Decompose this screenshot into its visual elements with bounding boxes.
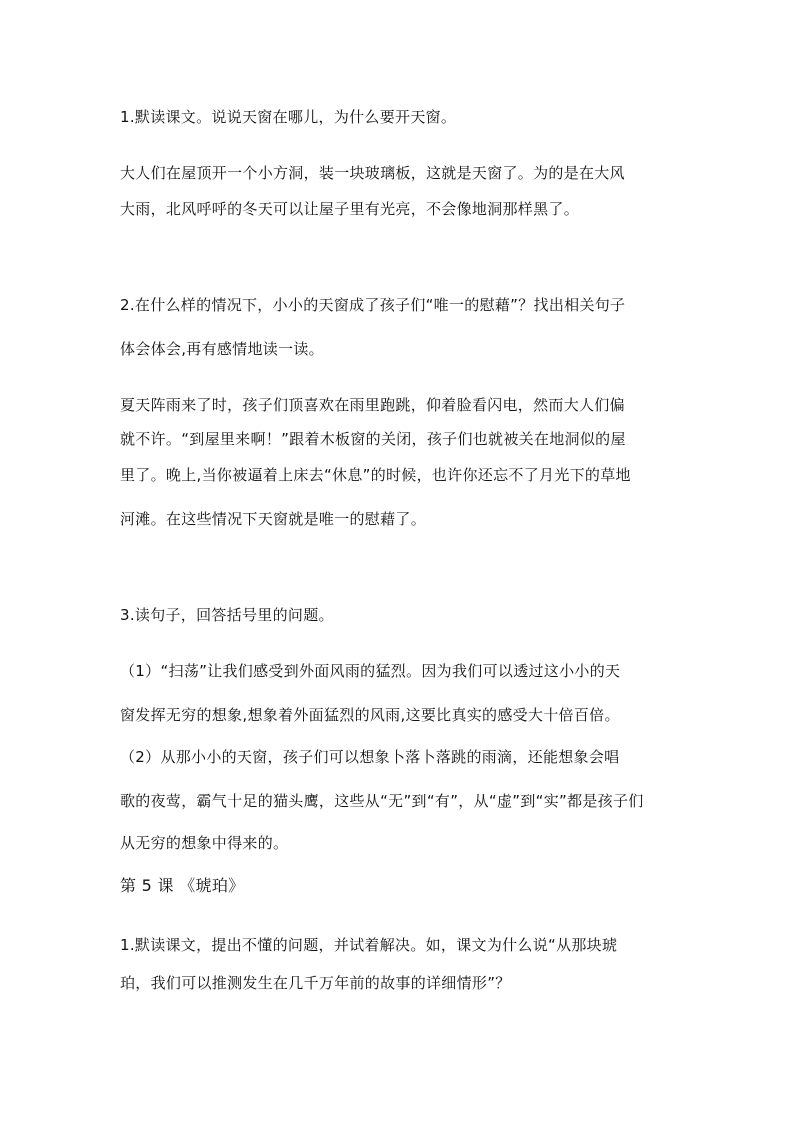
answer-3-line-3: （2）从那小小的天窗，孩子们可以想象卜落卜落跳的雨滴，还能想象会唱 bbox=[120, 748, 620, 766]
answer-3-line-4: 歌的夜莺，霸气十足的猫头鹰，这些从“无”到“有”，从“虚”到“实”都是孩子们 bbox=[120, 792, 644, 810]
question-2-line-2: 体会体会,再有感情地读一读。 bbox=[120, 340, 324, 358]
answer-1-line-2: 大雨，北风呼呼的冬天可以让屋子里有光亮，不会像地洞那样黑了。 bbox=[120, 200, 580, 218]
answer-2-line-1: 夏天阵雨来了时，孩子们顶喜欢在雨里跑跳，仰着脸看闪电，然而大人们偏 bbox=[120, 396, 625, 414]
answer-3-line-1: （1）“扫荡”让我们感受到外面风雨的猛烈。因为我们可以透过这小小的天 bbox=[120, 662, 621, 680]
question-1-text: 1.默读课文。说说天窗在哪儿，为什么要开天窗。 bbox=[120, 108, 457, 126]
answer-2-line-3: 里了。晚上,当你被逼着上床去“休息”的时候，也许你还忘不了月光下的草地 bbox=[120, 466, 631, 484]
question-2-line-1: 2.在什么样的情况下，小小的天窗成了孩子们“唯一的慰藉”？找出相关句子 bbox=[120, 296, 626, 314]
answer-3-line-5: 从无穷的想象中得来的。 bbox=[120, 834, 289, 852]
lesson-5-question-line-2: 珀，我们可以推测发生在几千万年前的故事的详细情形”？ bbox=[120, 974, 511, 992]
answer-2-line-4: 河滩。在这些情况下天窗就是唯一的慰藉了。 bbox=[120, 510, 427, 528]
answer-3-line-2: 窗发挥无穷的想象,想象着外面猛烈的风雨,这要比真实的感受大十倍百倍。 bbox=[120, 706, 620, 724]
lesson-5-question-line-1: 1.默读课文，提出不懂的问题，并试着解决。如，课文为什么说“从那块琥 bbox=[120, 936, 618, 954]
answer-1-line-1: 大人们在屋顶开一个小方洞，装一块玻璃板，这就是天窗了。为的是在大风 bbox=[120, 164, 625, 182]
lesson-5-title: 第 5 课 《琥珀》 bbox=[120, 876, 245, 895]
question-3-text: 3.读句子，回答括号里的问题。 bbox=[120, 606, 334, 624]
answer-2-line-2: 就不许。“到屋里来啊！”跟着木板窗的关闭，孩子们也就被关在地洞似的屋 bbox=[120, 430, 626, 448]
